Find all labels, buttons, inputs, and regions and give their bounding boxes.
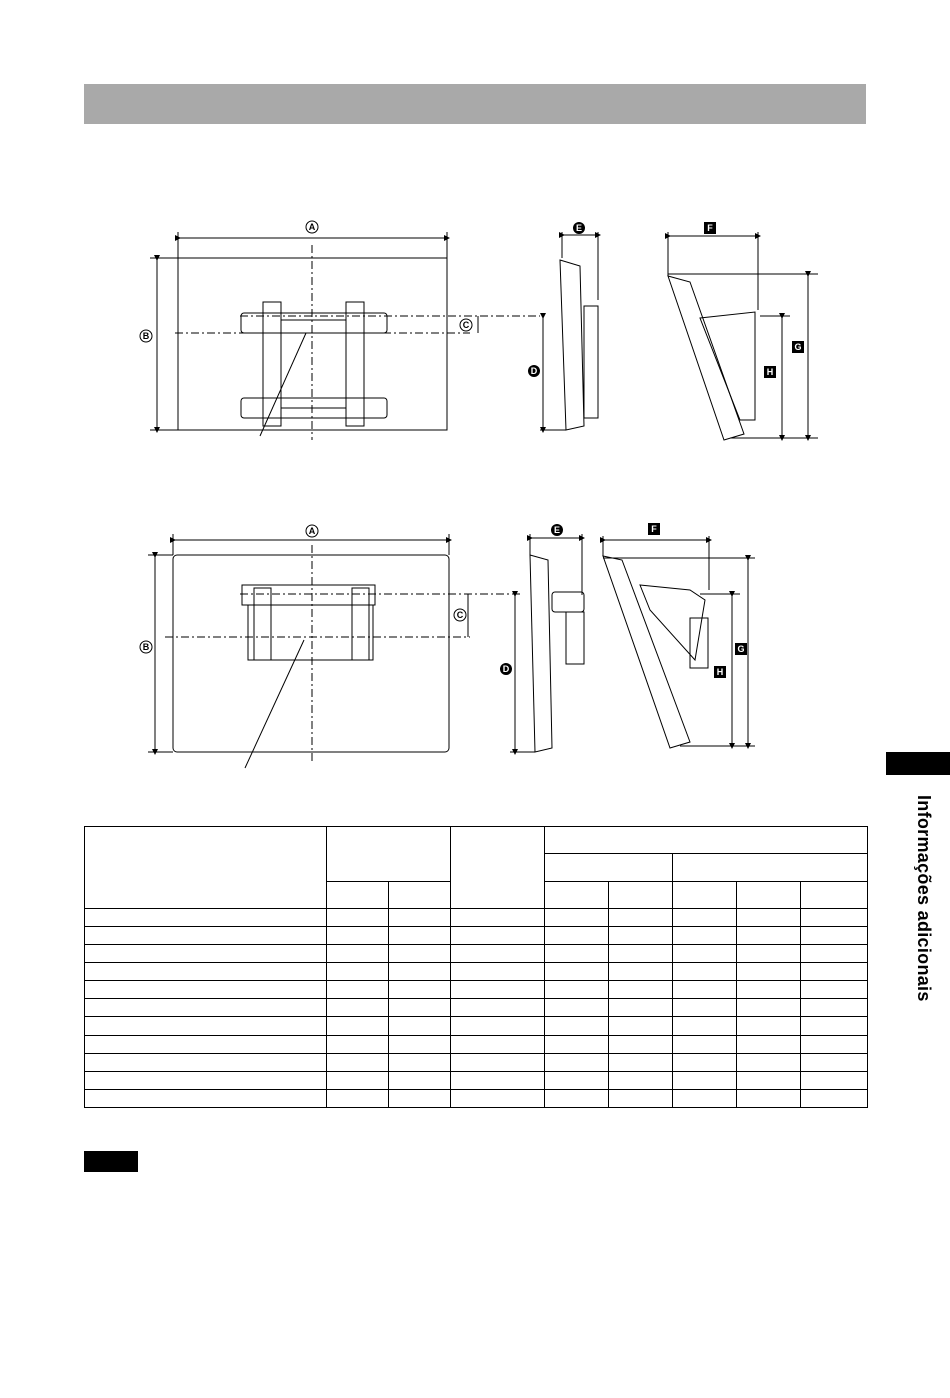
table-cell (545, 1071, 609, 1089)
table-cell (673, 1035, 737, 1053)
table-row (85, 1035, 868, 1053)
table-cell (451, 909, 545, 927)
svg-text:D: D (502, 664, 510, 674)
svg-text:C: C (462, 320, 470, 330)
table-cell (609, 1053, 673, 1071)
table-header-cell (327, 827, 451, 882)
table-cell (85, 1017, 327, 1035)
table-cell (451, 1071, 545, 1089)
table-cell (327, 909, 389, 927)
table-cell (327, 945, 389, 963)
table-header-cell (673, 882, 737, 909)
table-cell (737, 909, 801, 927)
label-d-bottom (500, 663, 512, 675)
table-cell (327, 1017, 389, 1035)
table-header-cell (737, 882, 801, 909)
table-row (85, 999, 868, 1017)
table-header-cell (673, 854, 868, 882)
table-cell (545, 927, 609, 945)
table-cell (327, 1035, 389, 1053)
label-h-bottom (714, 666, 726, 678)
table-cell (673, 1017, 737, 1035)
table-cell (451, 927, 545, 945)
table-cell (737, 945, 801, 963)
table-cell (85, 963, 327, 981)
table-header-cell (545, 827, 868, 854)
table-cell (389, 1017, 451, 1035)
table-row (85, 909, 868, 927)
table-cell (451, 999, 545, 1017)
table-cell (737, 963, 801, 981)
table-cell (609, 1071, 673, 1089)
table-cell (673, 1053, 737, 1071)
table-cell (389, 963, 451, 981)
table-cell (85, 981, 327, 999)
label-a-top (306, 221, 318, 233)
table-cell (737, 999, 801, 1017)
svg-text:H: H (766, 367, 774, 377)
table-cell (673, 1089, 737, 1107)
table-cell (801, 1071, 868, 1089)
label-a-bottom (306, 525, 318, 537)
table-header-cell (451, 827, 545, 909)
label-e-bottom (551, 524, 563, 536)
table-cell (451, 945, 545, 963)
table-cell (609, 945, 673, 963)
label-g-top (792, 341, 804, 353)
table-cell (85, 1071, 327, 1089)
table-cell (801, 1017, 868, 1035)
table-cell (545, 1017, 609, 1035)
svg-text:G: G (794, 342, 802, 352)
svg-text:A: A (308, 526, 316, 536)
svg-text:H: H (716, 667, 724, 677)
svg-text:C: C (456, 610, 464, 620)
table-cell (545, 1053, 609, 1071)
label-d-top (528, 365, 540, 377)
dimension-labels (140, 221, 804, 678)
table-cell (609, 981, 673, 999)
table-cell (327, 981, 389, 999)
table-row (85, 1089, 868, 1107)
table-cell (451, 1053, 545, 1071)
label-c-top (460, 319, 472, 331)
table-cell (737, 1071, 801, 1089)
table-cell (85, 909, 327, 927)
table-cell (609, 963, 673, 981)
table-cell (389, 999, 451, 1017)
table-cell (737, 981, 801, 999)
table-row (85, 963, 868, 981)
svg-text:E: E (553, 525, 561, 535)
table-cell (451, 963, 545, 981)
table-cell (673, 999, 737, 1017)
table-cell (737, 1017, 801, 1035)
table-cell (389, 909, 451, 927)
table-cell (389, 1071, 451, 1089)
table-cell (609, 999, 673, 1017)
svg-text:F: F (707, 223, 713, 233)
table-cell (673, 909, 737, 927)
label-c-bottom (454, 609, 466, 621)
table-cell (673, 1071, 737, 1089)
table-header-cell (609, 882, 673, 909)
table-cell (327, 1071, 389, 1089)
table-cell (545, 945, 609, 963)
table-cell (389, 1053, 451, 1071)
note-badge (84, 1151, 138, 1172)
table-cell (609, 1035, 673, 1053)
table-row (85, 981, 868, 999)
table-cell (737, 1089, 801, 1107)
table-cell (609, 1017, 673, 1035)
table-cell (327, 1089, 389, 1107)
svg-text:A: A (308, 222, 316, 232)
table-cell (801, 981, 868, 999)
table-cell (545, 909, 609, 927)
table-cell (451, 1089, 545, 1107)
table-cell (451, 981, 545, 999)
table-row (85, 1017, 868, 1035)
label-b-bottom (140, 641, 152, 653)
svg-text:B: B (142, 331, 150, 341)
svg-text:E: E (575, 223, 583, 233)
table-cell (85, 999, 327, 1017)
table-cell (545, 1089, 609, 1107)
svg-text:B: B (142, 642, 150, 652)
table-cell (327, 999, 389, 1017)
table-cell (327, 963, 389, 981)
table-cell (545, 963, 609, 981)
dimensions-table (84, 826, 868, 1108)
table-cell (85, 1035, 327, 1053)
table-row (85, 1071, 868, 1089)
label-b-top (140, 330, 152, 342)
side-section-label (908, 795, 936, 1005)
table-cell (801, 999, 868, 1017)
table-cell (327, 1053, 389, 1071)
table-cell (801, 963, 868, 981)
table-cell (737, 1053, 801, 1071)
table-cell (389, 1035, 451, 1053)
table-cell (609, 909, 673, 927)
table-cell (545, 1035, 609, 1053)
table-cell (451, 1035, 545, 1053)
side-section-tab (886, 752, 950, 775)
table-row (85, 945, 868, 963)
table-cell (327, 927, 389, 945)
label-h-top (764, 366, 776, 378)
table-row (85, 1053, 868, 1071)
table-cell (389, 927, 451, 945)
label-f-bottom (648, 523, 660, 535)
table-header-row (85, 827, 868, 854)
table-cell (737, 1035, 801, 1053)
table-cell (85, 1053, 327, 1071)
table-cell (85, 927, 327, 945)
table-cell (545, 981, 609, 999)
table-cell (673, 945, 737, 963)
svg-text:F: F (651, 524, 657, 534)
table-cell (389, 981, 451, 999)
table-header-cell (545, 882, 609, 909)
table-cell (389, 1089, 451, 1107)
table-cell (451, 1017, 545, 1035)
table-row (85, 927, 868, 945)
table-cell (801, 1089, 868, 1107)
table-cell (673, 981, 737, 999)
table-header-cell (801, 882, 868, 909)
label-g-bottom (735, 643, 747, 655)
table-header-cell (85, 827, 327, 909)
table-cell (801, 1035, 868, 1053)
table-cell (609, 1089, 673, 1107)
table-header-cell (327, 882, 389, 909)
table-cell (737, 927, 801, 945)
table-cell (801, 927, 868, 945)
table-cell (389, 945, 451, 963)
side-section-label-text: Informações adicionais (914, 795, 934, 1002)
table-cell (545, 999, 609, 1017)
table-header-cell (389, 882, 451, 909)
table-cell (673, 927, 737, 945)
table-cell (801, 909, 868, 927)
table-cell (85, 945, 327, 963)
label-e-top (573, 222, 585, 234)
table-cell (85, 1089, 327, 1107)
svg-text:G: G (737, 644, 745, 654)
table-cell (801, 1053, 868, 1071)
table-header-cell (545, 854, 673, 882)
table-cell (609, 927, 673, 945)
svg-text:D: D (530, 366, 538, 376)
label-f-top (704, 222, 716, 234)
table-cell (673, 963, 737, 981)
table-cell (801, 945, 868, 963)
